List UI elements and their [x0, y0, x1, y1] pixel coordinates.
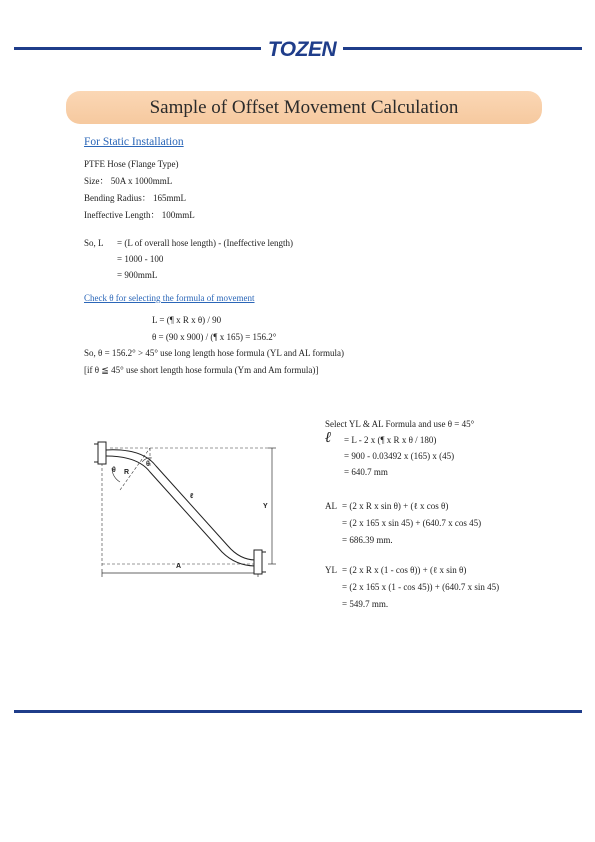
- formula-l-arc: L = (¶ x R x θ) / 90: [152, 315, 222, 325]
- offset-hose-diagram: [90, 428, 290, 586]
- calc-l-line-1: = (L of overall hose length) - (Ineffective length): [117, 238, 294, 248]
- spec-size: Size： 50A x 1000mmL: [84, 176, 173, 186]
- calc-l-line-3: = 900mmL: [117, 270, 158, 280]
- select-formula-text: Select YL & AL Formula and use θ = 45°: [325, 419, 475, 429]
- yl-label: YL: [325, 565, 337, 575]
- spec-bending-radius: Bending Radius： 165mmL: [84, 193, 186, 203]
- calc-l-line-2: = 1000 - 100: [117, 254, 164, 264]
- diagram-label-theta-2: θ: [146, 461, 150, 468]
- al-label: AL: [325, 501, 337, 511]
- if-theta-statement: [if θ ≦ 45° use short length hose formula (Ym and Am formula)]: [84, 365, 319, 375]
- calc-l-label: So, L: [84, 238, 104, 248]
- formula-theta: θ = (90 x 900) / (¶ x 165) = 156.2°: [152, 332, 277, 342]
- diagram-label-l: ℓ: [190, 493, 194, 500]
- al-line-2: = (2 x 165 x sin 45) + (640.7 x cos 45): [342, 518, 482, 528]
- header-rule-right: [343, 47, 582, 50]
- al-line-3: = 686.39 mm.: [342, 535, 393, 545]
- l-line-2: = 900 - 0.03492 x (165) x (45): [344, 451, 455, 461]
- header-rule-left: [14, 47, 261, 50]
- spec-ineffective-length: Ineffective Length： 100mmL: [84, 210, 195, 220]
- diagram-label-R: R: [124, 469, 130, 476]
- al-line-1: = (2 x R x sin θ) + (ℓ x cos θ): [342, 501, 449, 511]
- l-line-3: = 640.7 mm: [344, 467, 388, 477]
- section-heading-static-installation[interactable]: For Static Installation: [84, 136, 184, 148]
- yl-line-2: = (2 x 165 x (1 - cos 45)) + (640.7 x sin 45): [342, 582, 500, 592]
- yl-line-3: = 549.7 mm.: [342, 599, 389, 609]
- diagram-label-Y: Y: [263, 503, 268, 510]
- diagram-label-A: A: [176, 563, 182, 570]
- check-theta-heading[interactable]: Check θ for selecting the formula of movement: [84, 293, 255, 303]
- so-theta-statement: So, θ = 156.2° > 45° use long length hose formula (YL and AL formula): [84, 348, 344, 358]
- footer-rule: [14, 710, 582, 713]
- spec-hose-type: PTFE Hose (Flange Type): [84, 159, 179, 169]
- brand-logo: TOZEN: [267, 38, 337, 61]
- l-symbol: ℓ: [325, 428, 332, 446]
- yl-line-1: = (2 x R x (1 - cos θ)) + (ℓ x sin θ): [342, 565, 467, 575]
- l-line-1: = L - 2 x (¶ x R x θ / 180): [344, 435, 437, 445]
- diagram-label-theta-1: θ: [112, 467, 116, 474]
- page-title: Sample of Offset Movement Calculation: [149, 97, 459, 118]
